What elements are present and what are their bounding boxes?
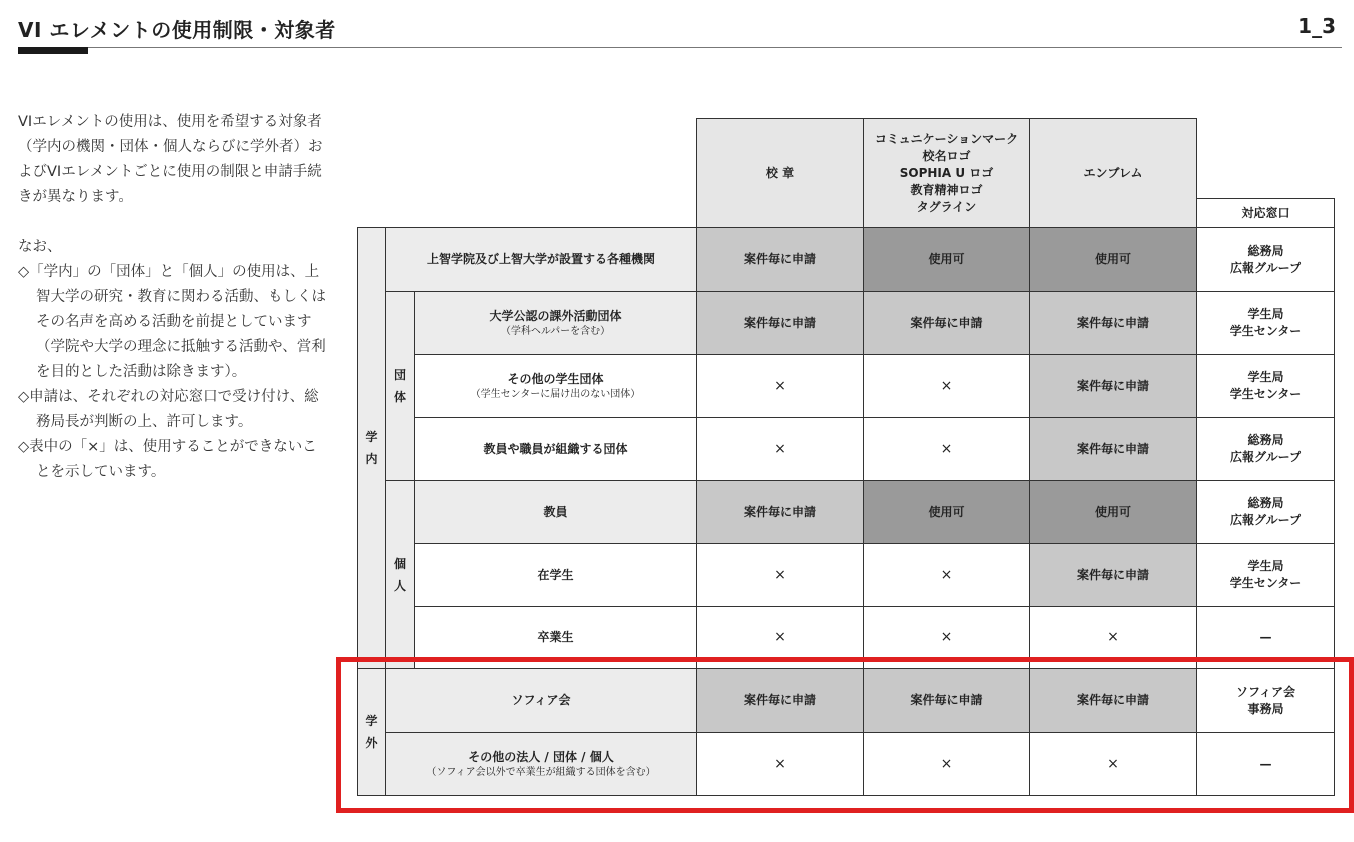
header-rule <box>18 47 1342 48</box>
table-cell: 案件毎に申請 <box>863 668 1030 733</box>
table-cell: × <box>863 354 1030 418</box>
table-cell: 案件毎に申請 <box>1029 354 1197 418</box>
highlight-frame <box>336 657 1354 813</box>
row-label: 在学生 <box>414 543 697 607</box>
intro-text <box>18 110 328 485</box>
group-label-organizations: 団 体 <box>385 291 415 481</box>
table-cell: 使用可 <box>863 480 1030 544</box>
table-cell: 使用可 <box>1029 227 1197 292</box>
table-cell: × <box>696 354 864 418</box>
table-cell: 案件毎に申請 <box>696 668 864 733</box>
note-item: ◇表中の「×」は、使用することができないことを示しています。 <box>18 439 317 480</box>
contact-cell: 学生局 学生センター <box>1196 354 1335 418</box>
contact-cell: — <box>1196 606 1335 669</box>
group-label-individuals: 個 人 <box>385 480 415 669</box>
table-cell: × <box>863 606 1030 669</box>
col-header-school-crest: 校 章 <box>696 118 864 228</box>
row-label: その他の法人 / 団体 / 個人 （ソフィア会以外で卒業生が組織する団体を含む） <box>385 732 697 796</box>
table-cell: 使用可 <box>863 227 1030 292</box>
page-title: VI エレメントの使用制限・対象者 <box>18 18 336 42</box>
row-label: 卒業生 <box>414 606 697 669</box>
note-item: ◇「学内」の「団体」と「個人」の使用は、上智大学の研究・教育に関わる活動、もしくはその名声を高める活動を前提としています（学院や大学の理念に抵触する活動や、営利を目的とした活動は除きます）。 <box>18 264 326 380</box>
contact-cell: 学生局 学生センター <box>1196 291 1335 355</box>
table-cell: 案件毎に申請 <box>1029 543 1197 607</box>
row-label: 教員や職員が組織する団体 <box>414 417 697 481</box>
table-cell: × <box>696 417 864 481</box>
col-header-communication-mark: コミュニケーションマーク 校名ロゴ SOPHIA U ロゴ 教育精神ロゴ タグライン <box>863 118 1030 228</box>
row-label: 大学公認の課外活動団体 （学科ヘルパーを含む） <box>414 291 697 355</box>
intro-paragraph: VIエレメントの使用は、使用を希望する対象者（学内の機関・団体・個人ならびに学外者）およびVIエレメントごとに使用の制限と申請手続きが異なります。 <box>18 114 323 205</box>
row-label: その他の学生団体 （学生センターに届け出のない団体） <box>414 354 697 418</box>
col-header-emblem: エンブレム <box>1029 118 1197 228</box>
page-number: 1_3 <box>1298 14 1336 38</box>
note-item: ◇申請は、それぞれの対応窓口で受け付け、総務局長が判断の上、許可します。 <box>18 389 319 430</box>
table-cell: × <box>863 732 1030 796</box>
contact-cell: 総務局 広報グループ <box>1196 480 1335 544</box>
table-cell: × <box>863 543 1030 607</box>
table-cell: × <box>1029 732 1197 796</box>
contact-cell: 総務局 広報グループ <box>1196 227 1335 292</box>
contact-cell: — <box>1196 732 1335 796</box>
contact-cell: ソフィア会 事務局 <box>1196 668 1335 733</box>
contact-cell: 学生局 学生センター <box>1196 543 1335 607</box>
table-cell: × <box>863 417 1030 481</box>
row-label: 教員 <box>414 480 697 544</box>
group-label-on-campus: 学 内 <box>357 227 386 669</box>
table-cell: × <box>696 543 864 607</box>
col-header-contact: 対応窓口 <box>1196 198 1335 228</box>
table-cell: 案件毎に申請 <box>696 291 864 355</box>
table-cell: 案件毎に申請 <box>696 227 864 292</box>
table-cell: × <box>696 606 864 669</box>
table-cell: 案件毎に申請 <box>1029 668 1197 733</box>
table-cell: 使用可 <box>1029 480 1197 544</box>
table-cell: × <box>1029 606 1197 669</box>
intro-lead: なお、 <box>18 239 62 255</box>
table-cell: 案件毎に申請 <box>696 480 864 544</box>
contact-cell: 総務局 広報グループ <box>1196 417 1335 481</box>
row-label: ソフィア会 <box>385 668 697 733</box>
table-cell: × <box>696 732 864 796</box>
header-accent-bar <box>18 47 88 54</box>
table-cell: 案件毎に申請 <box>1029 291 1197 355</box>
group-label-off-campus: 学 外 <box>357 668 386 796</box>
table-cell: 案件毎に申請 <box>863 291 1030 355</box>
row-label: 上智学院及び上智大学が設置する各種機関 <box>385 227 697 292</box>
table-cell: 案件毎に申請 <box>1029 417 1197 481</box>
